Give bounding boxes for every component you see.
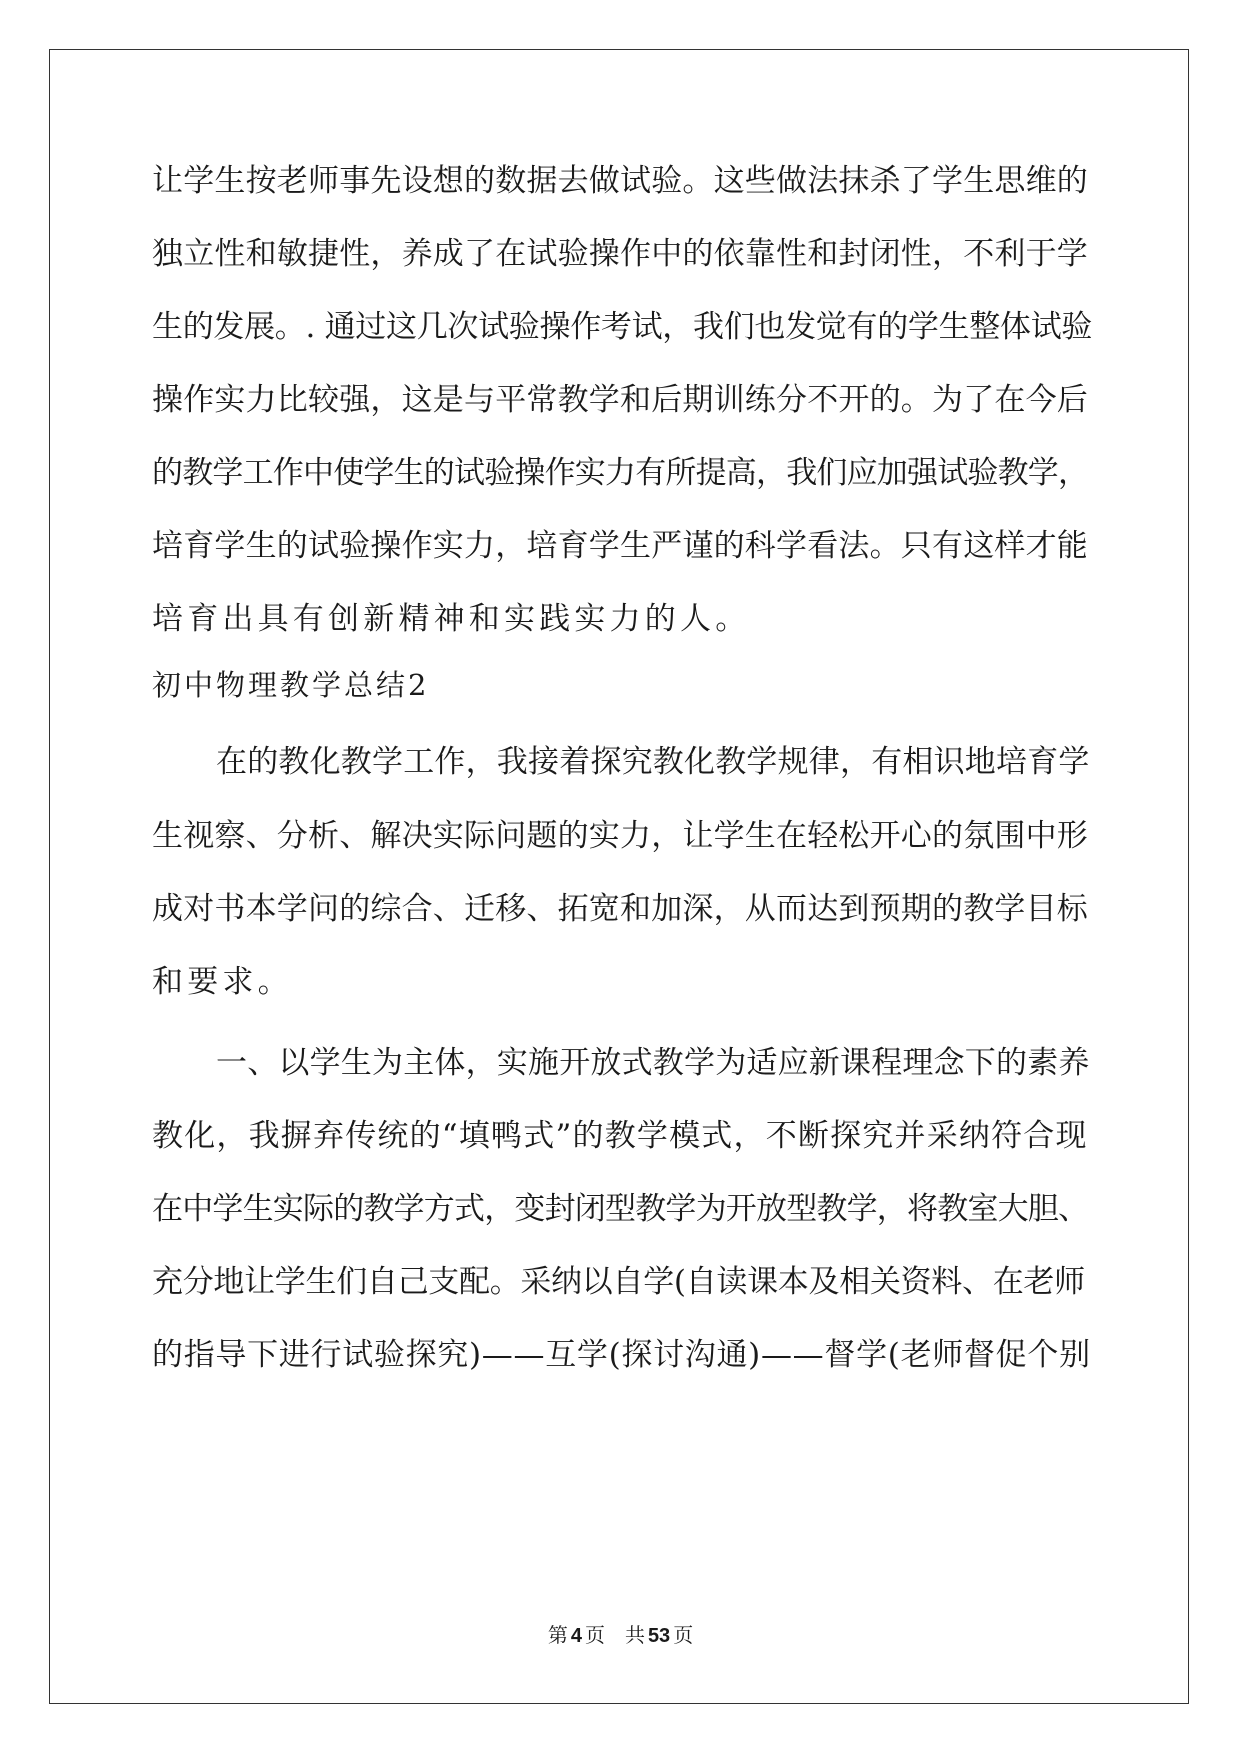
footer-total-prefix: 共 bbox=[624, 1623, 645, 1647]
text-line: 的指导下进行试验探究)——互学(探讨沟通)——督学(老师督促个别 bbox=[152, 1337, 1091, 1373]
footer-total-suffix: 页 bbox=[673, 1623, 694, 1647]
text-line: 的教学工作中使学生的试验操作实力有所提高，我们应加强试验教学， bbox=[152, 455, 1089, 491]
text-line: 教化，我摒弃传统的“填鸭式”的教学模式，不断探究并采纳符合现 bbox=[152, 1118, 1088, 1154]
text-line: 在的教化教学工作，我接着探究教化教学规律，有相识地培育学 bbox=[216, 744, 1090, 780]
text-line: 让学生按老师事先设想的数据去做试验。这些做法抹杀了学生思维的 bbox=[152, 163, 1088, 199]
section-heading: 初中物理教学总结2 bbox=[152, 668, 430, 702]
footer-page-number: 4 bbox=[570, 1625, 582, 1647]
text-line: 操作实力比较强，这是与平常教学和后期训练分不开的。为了在今后 bbox=[152, 382, 1088, 418]
page-footer bbox=[0, 1623, 1241, 1648]
text-line: 培育学生的试验操作实力，培育学生严谨的科学看法。只有这样才能 bbox=[152, 528, 1088, 564]
text-line: 培育出具有创新精神和实践实力的人。 bbox=[152, 601, 751, 637]
footer-page-suffix: 页 bbox=[584, 1623, 605, 1647]
text-line: 生视察、分析、解决实际问题的实力，让学生在轻松开心的氛围中形 bbox=[152, 818, 1088, 854]
document-body bbox=[152, 160, 1092, 1377]
text-line: 在中学生实际的教学方式，变封闭型教学为开放型教学，将教室大胆、 bbox=[152, 1191, 1089, 1227]
text-line: 和要求。 bbox=[152, 964, 293, 1000]
text-line: 一、以学生为主体，实施开放式教学为适应新课程理念下的素养 bbox=[216, 1045, 1090, 1081]
text-line: 充分地让学生们自己支配。采纳以自学(自读课本及相关资料、在老师 bbox=[152, 1264, 1085, 1300]
text-line: 独立性和敏捷性，养成了在试验操作中的依靠性和封闭性，不利于学 bbox=[152, 236, 1088, 272]
footer-total-pages: 53 bbox=[647, 1625, 671, 1647]
footer-prefix: 第 bbox=[547, 1623, 568, 1647]
text-line: 生的发展。. 通过这几次试验操作考试，我们也发觉有的学生整体试验 bbox=[152, 309, 1093, 345]
text-line: 成对书本学问的综合、迁移、拓宽和加深，从而达到预期的教学目标 bbox=[152, 891, 1088, 927]
